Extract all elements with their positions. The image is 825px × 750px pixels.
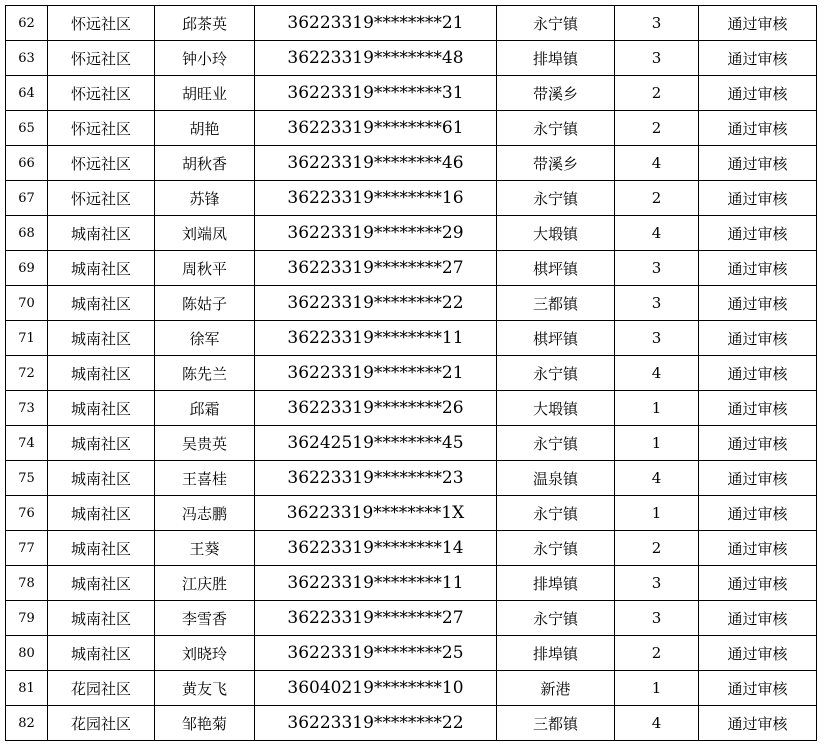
cell-name: 周秋平 — [155, 251, 255, 286]
cell-review-status: 通过审核 — [699, 41, 817, 76]
cell-household-count: 3 — [615, 251, 699, 286]
cell-review-status: 通过审核 — [699, 181, 817, 216]
cell-row-number: 81 — [6, 671, 48, 706]
cell-household-count: 3 — [615, 286, 699, 321]
cell-row-number: 76 — [6, 496, 48, 531]
cell-id-number: 36242519********45 — [255, 426, 497, 461]
table-row — [6, 496, 817, 531]
cell-town: 带溪乡 — [497, 76, 615, 111]
cell-id-number: 36223319********48 — [255, 41, 497, 76]
cell-name: 刘端凤 — [155, 216, 255, 251]
cell-review-status: 通过审核 — [699, 426, 817, 461]
cell-community: 城南社区 — [48, 531, 155, 566]
cell-name: 王葵 — [155, 531, 255, 566]
cell-town: 排埠镇 — [497, 636, 615, 671]
cell-review-status: 通过审核 — [699, 531, 817, 566]
cell-community: 城南社区 — [48, 566, 155, 601]
cell-town: 排埠镇 — [497, 41, 615, 76]
table-row — [6, 146, 817, 181]
cell-town: 永宁镇 — [497, 6, 615, 41]
cell-town: 永宁镇 — [497, 356, 615, 391]
cell-review-status: 通过审核 — [699, 391, 817, 426]
cell-name: 邹艳菊 — [155, 706, 255, 741]
cell-household-count: 1 — [615, 671, 699, 706]
cell-town: 永宁镇 — [497, 496, 615, 531]
cell-household-count: 3 — [615, 321, 699, 356]
cell-household-count: 4 — [615, 706, 699, 741]
cell-name: 胡艳 — [155, 111, 255, 146]
table-row — [6, 356, 817, 391]
cell-review-status: 通过审核 — [699, 111, 817, 146]
cell-id-number: 36223319********1X — [255, 496, 497, 531]
cell-town: 永宁镇 — [497, 601, 615, 636]
cell-community: 花园社区 — [48, 706, 155, 741]
cell-community: 城南社区 — [48, 251, 155, 286]
approval-table — [5, 5, 817, 741]
cell-household-count: 2 — [615, 76, 699, 111]
cell-row-number: 70 — [6, 286, 48, 321]
cell-town: 永宁镇 — [497, 181, 615, 216]
cell-town: 排埠镇 — [497, 566, 615, 601]
cell-town: 棋坪镇 — [497, 321, 615, 356]
cell-town: 温泉镇 — [497, 461, 615, 496]
cell-household-count: 2 — [615, 531, 699, 566]
cell-id-number: 36223319********61 — [255, 111, 497, 146]
cell-community: 怀远社区 — [48, 6, 155, 41]
cell-community: 怀远社区 — [48, 41, 155, 76]
cell-row-number: 78 — [6, 566, 48, 601]
cell-row-number: 63 — [6, 41, 48, 76]
cell-row-number: 65 — [6, 111, 48, 146]
cell-row-number: 80 — [6, 636, 48, 671]
cell-review-status: 通过审核 — [699, 216, 817, 251]
cell-household-count: 3 — [615, 41, 699, 76]
cell-id-number: 36223319********29 — [255, 216, 497, 251]
cell-review-status: 通过审核 — [699, 671, 817, 706]
cell-community: 城南社区 — [48, 391, 155, 426]
cell-row-number: 68 — [6, 216, 48, 251]
cell-community: 城南社区 — [48, 461, 155, 496]
cell-household-count: 3 — [615, 6, 699, 41]
table-row — [6, 251, 817, 286]
cell-town: 三都镇 — [497, 286, 615, 321]
cell-review-status: 通过审核 — [699, 706, 817, 741]
cell-row-number: 73 — [6, 391, 48, 426]
cell-review-status: 通过审核 — [699, 496, 817, 531]
cell-community: 城南社区 — [48, 216, 155, 251]
table-row — [6, 41, 817, 76]
table-row — [6, 461, 817, 496]
cell-name: 李雪香 — [155, 601, 255, 636]
cell-row-number: 67 — [6, 181, 48, 216]
table-row — [6, 111, 817, 146]
cell-name: 钟小玲 — [155, 41, 255, 76]
cell-id-number: 36223319********16 — [255, 181, 497, 216]
cell-row-number: 74 — [6, 426, 48, 461]
cell-town: 永宁镇 — [497, 426, 615, 461]
cell-review-status: 通过审核 — [699, 251, 817, 286]
cell-row-number: 72 — [6, 356, 48, 391]
cell-row-number: 64 — [6, 76, 48, 111]
cell-name: 冯志鹏 — [155, 496, 255, 531]
cell-community: 城南社区 — [48, 496, 155, 531]
cell-row-number: 82 — [6, 706, 48, 741]
cell-community: 城南社区 — [48, 286, 155, 321]
cell-town: 永宁镇 — [497, 111, 615, 146]
cell-name: 苏锋 — [155, 181, 255, 216]
cell-town: 三都镇 — [497, 706, 615, 741]
cell-community: 城南社区 — [48, 426, 155, 461]
cell-review-status: 通过审核 — [699, 76, 817, 111]
cell-id-number: 36223319********11 — [255, 321, 497, 356]
cell-household-count: 2 — [615, 181, 699, 216]
cell-household-count: 4 — [615, 356, 699, 391]
cell-row-number: 75 — [6, 461, 48, 496]
cell-town: 棋坪镇 — [497, 251, 615, 286]
cell-household-count: 4 — [615, 146, 699, 181]
cell-name: 陈姑子 — [155, 286, 255, 321]
cell-row-number: 62 — [6, 6, 48, 41]
cell-name: 黄友飞 — [155, 671, 255, 706]
cell-id-number: 36040219********10 — [255, 671, 497, 706]
cell-household-count: 4 — [615, 216, 699, 251]
cell-id-number: 36223319********21 — [255, 6, 497, 41]
cell-row-number: 66 — [6, 146, 48, 181]
cell-id-number: 36223319********25 — [255, 636, 497, 671]
cell-community: 城南社区 — [48, 356, 155, 391]
cell-town: 永宁镇 — [497, 531, 615, 566]
cell-community: 怀远社区 — [48, 181, 155, 216]
cell-town: 带溪乡 — [497, 146, 615, 181]
cell-community: 怀远社区 — [48, 111, 155, 146]
cell-id-number: 36223319********26 — [255, 391, 497, 426]
table-row — [6, 286, 817, 321]
cell-community: 怀远社区 — [48, 146, 155, 181]
table-row — [6, 566, 817, 601]
cell-household-count: 1 — [615, 496, 699, 531]
table-row — [6, 181, 817, 216]
cell-review-status: 通过审核 — [699, 566, 817, 601]
cell-id-number: 36223319********14 — [255, 531, 497, 566]
cell-id-number: 36223319********31 — [255, 76, 497, 111]
cell-review-status: 通过审核 — [699, 146, 817, 181]
cell-household-count: 1 — [615, 391, 699, 426]
cell-name: 江庆胜 — [155, 566, 255, 601]
table-row — [6, 636, 817, 671]
cell-review-status: 通过审核 — [699, 286, 817, 321]
cell-household-count: 1 — [615, 426, 699, 461]
cell-id-number: 36223319********22 — [255, 286, 497, 321]
cell-name: 邱茶英 — [155, 6, 255, 41]
cell-household-count: 4 — [615, 461, 699, 496]
table-row — [6, 531, 817, 566]
cell-household-count: 3 — [615, 601, 699, 636]
cell-name: 吴贵英 — [155, 426, 255, 461]
cell-community: 怀远社区 — [48, 76, 155, 111]
cell-name: 刘晓玲 — [155, 636, 255, 671]
cell-row-number: 77 — [6, 531, 48, 566]
cell-review-status: 通过审核 — [699, 461, 817, 496]
cell-id-number: 36223319********46 — [255, 146, 497, 181]
cell-name: 王喜桂 — [155, 461, 255, 496]
cell-row-number: 69 — [6, 251, 48, 286]
cell-id-number: 36223319********27 — [255, 251, 497, 286]
table-row — [6, 391, 817, 426]
cell-name: 邱霜 — [155, 391, 255, 426]
cell-review-status: 通过审核 — [699, 636, 817, 671]
cell-town: 大塅镇 — [497, 216, 615, 251]
table-row — [6, 601, 817, 636]
cell-name: 胡秋香 — [155, 146, 255, 181]
cell-id-number: 36223319********27 — [255, 601, 497, 636]
table-row — [6, 671, 817, 706]
cell-row-number: 79 — [6, 601, 48, 636]
cell-id-number: 36223319********22 — [255, 706, 497, 741]
cell-household-count: 2 — [615, 111, 699, 146]
cell-name: 胡旺业 — [155, 76, 255, 111]
cell-community: 城南社区 — [48, 321, 155, 356]
table-row — [6, 706, 817, 741]
cell-community: 城南社区 — [48, 636, 155, 671]
cell-name: 徐军 — [155, 321, 255, 356]
cell-town: 新港 — [497, 671, 615, 706]
table-row — [6, 216, 817, 251]
table-row — [6, 321, 817, 356]
cell-row-number: 71 — [6, 321, 48, 356]
cell-household-count: 2 — [615, 636, 699, 671]
cell-community: 花园社区 — [48, 671, 155, 706]
cell-id-number: 36223319********11 — [255, 566, 497, 601]
table-row — [6, 426, 817, 461]
cell-review-status: 通过审核 — [699, 6, 817, 41]
cell-review-status: 通过审核 — [699, 321, 817, 356]
table-body — [6, 6, 817, 741]
cell-id-number: 36223319********21 — [255, 356, 497, 391]
cell-id-number: 36223319********23 — [255, 461, 497, 496]
cell-name: 陈先兰 — [155, 356, 255, 391]
cell-review-status: 通过审核 — [699, 601, 817, 636]
table-row — [6, 76, 817, 111]
cell-town: 大塅镇 — [497, 391, 615, 426]
table-row — [6, 6, 817, 41]
cell-household-count: 3 — [615, 566, 699, 601]
cell-community: 城南社区 — [48, 601, 155, 636]
cell-review-status: 通过审核 — [699, 356, 817, 391]
